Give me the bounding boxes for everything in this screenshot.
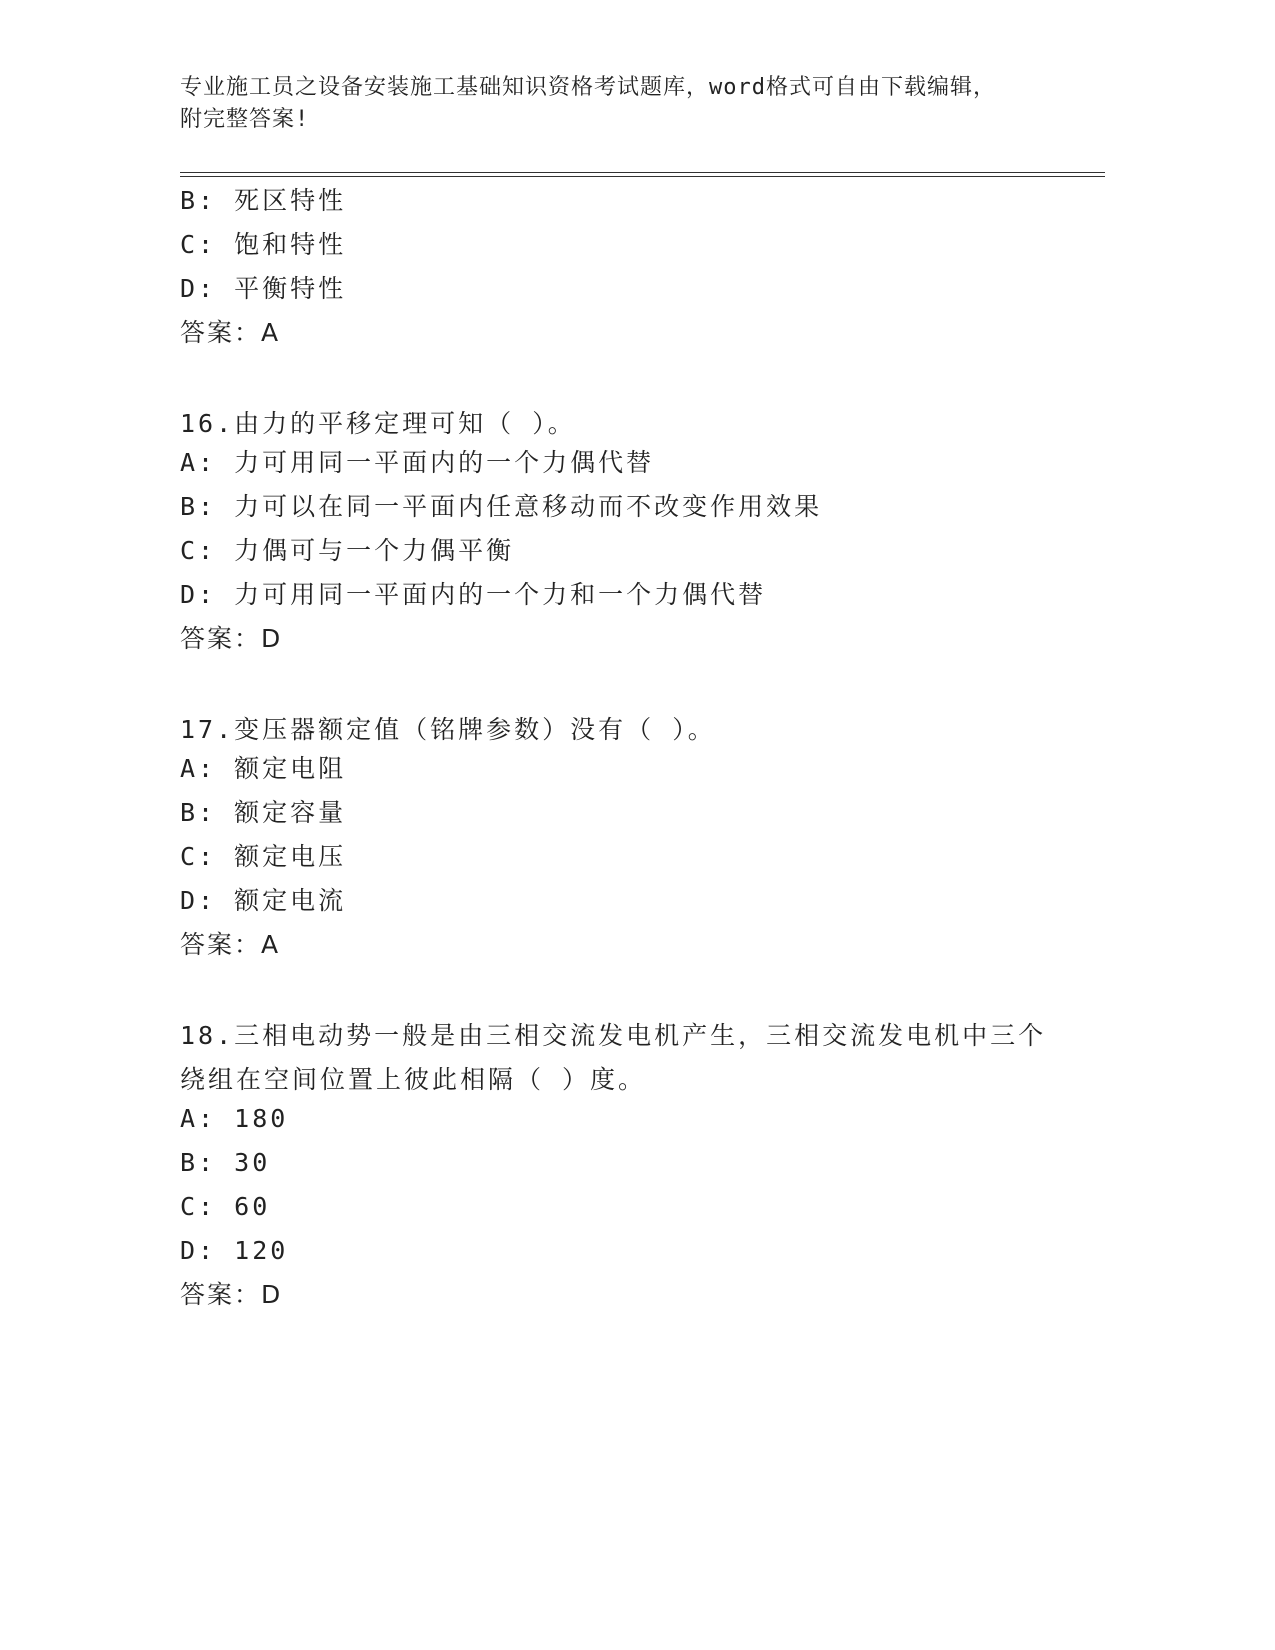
document-header: [180, 72, 1060, 136]
question-list: [180, 184, 1105, 1322]
answer-line: 答案：A: [180, 318, 281, 347]
option-d: D: 力可用同一平面内的一个力和一个力偶代替: [180, 580, 767, 609]
question-title: 17.变压器额定值（铭牌参数）没有（ ）。: [180, 715, 716, 744]
option-d: D: 120: [180, 1236, 289, 1265]
answer-line: 答案：D: [180, 624, 283, 653]
option-d: D: 平衡特性: [180, 274, 347, 303]
header-line-2: 附完整答案!: [180, 107, 310, 132]
question-title-line-1: 18.三相电动势一般是由三相交流发电机产生，三相交流发电机中三个: [180, 1021, 1047, 1050]
option-c: C: 力偶可与一个力偶平衡: [180, 536, 515, 565]
header-line-1: 专业施工员之设备安装施工基础知识资格考试题库，word格式可自由下载编辑，: [180, 75, 996, 100]
header-divider-top: [180, 172, 1105, 173]
question-18: [180, 1014, 1105, 1322]
option-b: B: 额定容量: [180, 798, 347, 827]
option-a: A: 力可用同一平面内的一个力偶代替: [180, 448, 655, 477]
header-divider-bottom: [180, 176, 1105, 177]
question-title: 16.由力的平移定理可知（ ）。: [180, 409, 576, 438]
option-c: C: 饱和特性: [180, 230, 347, 259]
question-gap: [180, 666, 1105, 708]
option-a: A: 180: [180, 1104, 289, 1133]
question-title-line-2: 绕组在空间位置上彼此相隔（ ）度。: [180, 1065, 647, 1094]
option-a: A: 额定电阻: [180, 754, 347, 783]
option-c: C: 60: [180, 1192, 271, 1221]
answer-line: 答案：A: [180, 930, 281, 959]
option-b: B: 死区特性: [180, 186, 347, 215]
answer-line: 答案：D: [180, 1280, 283, 1309]
question-15-partial: [180, 184, 1105, 360]
option-d: D: 额定电流: [180, 886, 347, 915]
question-gap: [180, 360, 1105, 402]
question-gap: [180, 972, 1105, 1014]
option-c: C: 额定电压: [180, 842, 347, 871]
option-b: B: 力可以在同一平面内任意移动而不改变作用效果: [180, 492, 823, 521]
question-16: [180, 402, 1105, 666]
option-b: B: 30: [180, 1148, 271, 1177]
question-17: [180, 708, 1105, 972]
